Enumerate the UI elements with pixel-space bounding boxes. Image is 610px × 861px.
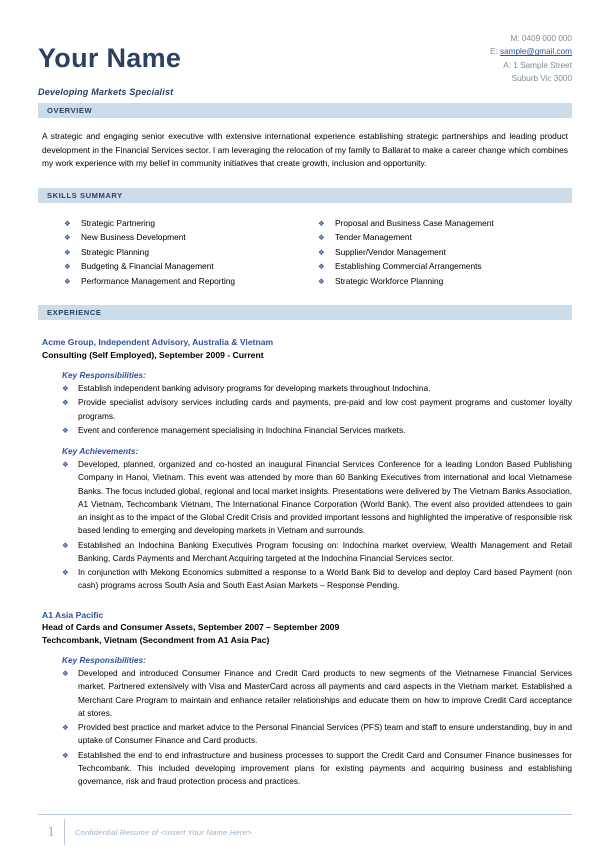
experience-role: Head of Cards and Consumer Assets, September 2007 – September 2009 [42, 622, 340, 633]
skill-item [318, 245, 572, 259]
diamond-bullet-icon: ❖ [64, 218, 71, 228]
skill-item [64, 259, 318, 273]
section-header-skills: SKILLS SUMMARY [38, 188, 572, 203]
skill-item [64, 274, 318, 288]
diamond-bullet-icon: ❖ [62, 723, 69, 733]
experience-subheading: Key Responsibilities: [62, 370, 146, 380]
experience-bullet [62, 667, 572, 720]
experience-bullet [62, 458, 572, 538]
experience-bullet-text: Established the end to end infrastructure and business processes to support the Credit Card and Consumer Finance businesses for Techcombank. This included developing improvement plans for existing payments and acquiring business and establishing governance, risk and fraud protection process and practices. [78, 749, 572, 787]
page-footer [38, 814, 572, 845]
diamond-bullet-icon: ❖ [64, 276, 71, 286]
experience-entry [38, 336, 572, 593]
experience-bullet-list [38, 458, 572, 593]
experience-bullet-list [38, 382, 572, 437]
experience-company: Acme Group, Independent Advisory, Australia & Vietnam [42, 337, 274, 348]
diamond-bullet-icon: ❖ [62, 568, 69, 578]
skill-item-label: Budgeting & Financial Management [81, 261, 214, 272]
page-number: 1 [47, 823, 55, 840]
skill-item-label: Establishing Commercial Arrangements [335, 261, 482, 272]
diamond-bullet-icon: ❖ [318, 276, 325, 286]
diamond-bullet-icon: ❖ [318, 262, 325, 272]
experience-bullet [62, 396, 572, 423]
skills-column-right [318, 216, 572, 288]
experience-bullet [62, 721, 572, 748]
experience-bullet [62, 424, 572, 437]
experience-bullet-text: Established an Indochina Banking Executives Program focusing on: Indochina market overview, Wealth Management and Retail Banking, Cards Payments and Merchant Acquiring targeted at the Indochina Financial Services sector. [78, 539, 572, 563]
skill-item-label: Supplier/Vendor Management [335, 246, 446, 257]
skills-column-left [64, 216, 318, 288]
diamond-bullet-icon: ❖ [62, 384, 69, 393]
experience-bullet [62, 566, 572, 593]
experience-subheading: Key Responsibilities: [62, 655, 146, 666]
footer-text: Confidential Resume of <Insert Your Name Here> [75, 827, 252, 837]
contact-email-link[interactable]: sample@gmail.com [499, 47, 572, 57]
skill-item-label: Proposal and Business Case Management [335, 217, 494, 228]
contact-address-street: 1 Sample Street [513, 60, 572, 70]
header-tagline: Developing Markets Specialist [38, 86, 174, 97]
contact-email [490, 45, 572, 58]
contact-mobile [490, 32, 572, 45]
contact-block [490, 32, 572, 85]
diamond-bullet-icon: ❖ [318, 218, 325, 228]
contact-email-label: E: [489, 47, 498, 57]
diamond-bullet-icon: ❖ [64, 247, 71, 257]
contact-mobile-value: 0409 000 000 [521, 34, 572, 43]
contact-address-line2: Suburb Vic 3000 [511, 73, 572, 83]
experience-bullet-text: In conjunction with Mekong Economics submitted a response to a World Bank Bid to develop and deploy Card based Payment (non cash) programs across South Asia and South East Asian Markets – Response Pending. [78, 567, 572, 591]
skill-item [318, 230, 572, 244]
experience-subheading: Key Achievements: [62, 446, 139, 457]
experience-bullet-list [38, 667, 572, 788]
page-title: Your Name [38, 43, 182, 73]
diamond-bullet-icon: ❖ [62, 398, 69, 408]
skill-item [318, 216, 572, 230]
diamond-bullet-icon: ❖ [62, 460, 69, 470]
experience-bullet-text: Developed and introduced Consumer Finance and Credit Card products to new segments of the Vietnamese Financial Services market. Partnered extensively with Visa and MasterCard across all payments and card aspects in the Vietnam market. Established a Merchant Care Program to maintain and enhance retailer relationships and educate them on how to improve Credit Card acceptance at stores. [78, 668, 572, 718]
skill-item [318, 274, 572, 288]
diamond-bullet-icon: ❖ [62, 750, 69, 760]
overview-text: A strategic and engaging senior executive with extensive international experience establishing strategic partnerships and leading product development in the Financial Services sector. I am leveraging the relocation of my family to Ballarat to make a career change which combines my work experience with my belief in community initiatives that create growth, inclusion and opportunity. [42, 131, 568, 169]
experience-bullet [62, 749, 572, 789]
contact-address-label: A: [503, 60, 511, 70]
skill-item-label: New Business Development [81, 232, 186, 243]
contact-address-line1 [490, 59, 572, 72]
experience-company: A1 Asia Pacific [42, 609, 104, 620]
skill-item [64, 216, 318, 230]
experience-entry [38, 609, 572, 789]
skill-item [318, 259, 572, 273]
experience-bullet-text: Developed, planned, organized and co-hosted an inaugural Financial Services Conference for a leading London Based Publishing Company in Hanoi, Vietnam. This event was attended by more than 60 Banking Executives from international and local Vietnamese Banks. The focus included global, regional and local market insights. Presentations were delivered by The Vietnam Banks Association, A1 Vietnam, Techcombank Vietnam, The International Finance Corporation (World Bank). The event also provided attendees to gain an insight as to the impact of the Global Credit Crisis and provided important lessons and highlighted the imperative of responsible risk based lending to emerging and developing markets in Vietnam and surrounds. [78, 459, 572, 536]
contact-mobile-label: M: [510, 34, 520, 43]
experience-role: Techcombank, Vietnam (Secondment from A1 Asia Pac) [42, 634, 270, 645]
section-header-experience: EXPERIENCE [38, 305, 572, 320]
skill-item-label: Performance Management and Reporting [81, 275, 236, 286]
experience-bullet-text: Provide specialist advisory services including cards and payments, pre-paid and low cost payment programs and customer loyalty programs. [78, 397, 572, 421]
skill-item-label: Strategic Planning [81, 246, 149, 257]
skill-item [64, 245, 318, 259]
diamond-bullet-icon: ❖ [64, 233, 71, 243]
footer-divider [64, 819, 65, 845]
skill-item-label: Tender Management [335, 232, 412, 243]
skill-item [64, 230, 318, 244]
skill-item-label: Strategic Partnering [81, 217, 156, 228]
section-header-overview: OVERVIEW [38, 103, 572, 118]
experience-bullet-text: Event and conference management specialising in Indochina Financial Services markets. [78, 424, 406, 435]
experience-list [38, 336, 572, 788]
skills-summary [38, 216, 572, 288]
diamond-bullet-icon: ❖ [64, 262, 71, 272]
experience-bullet [62, 382, 572, 395]
resume-header [38, 0, 572, 97]
experience-bullet-text: Establish independent banking advisory programs for developing markets throughout Indochina. [78, 383, 431, 393]
diamond-bullet-icon: ❖ [318, 247, 325, 257]
experience-bullet-text: Provided best practice and market advice to the Personal Financial Services (PFS) team and staff to ensure understanding, buy in and uptake of Consumer Finance and Card products. [78, 722, 572, 746]
diamond-bullet-icon: ❖ [62, 425, 69, 435]
skill-item-label: Strategic Workforce Planning [335, 275, 444, 286]
experience-role: Consulting (Self Employed), September 2009 - Current [42, 349, 264, 360]
diamond-bullet-icon: ❖ [318, 233, 325, 243]
diamond-bullet-icon: ❖ [62, 540, 69, 550]
diamond-bullet-icon: ❖ [62, 669, 69, 679]
experience-bullet [62, 539, 572, 566]
